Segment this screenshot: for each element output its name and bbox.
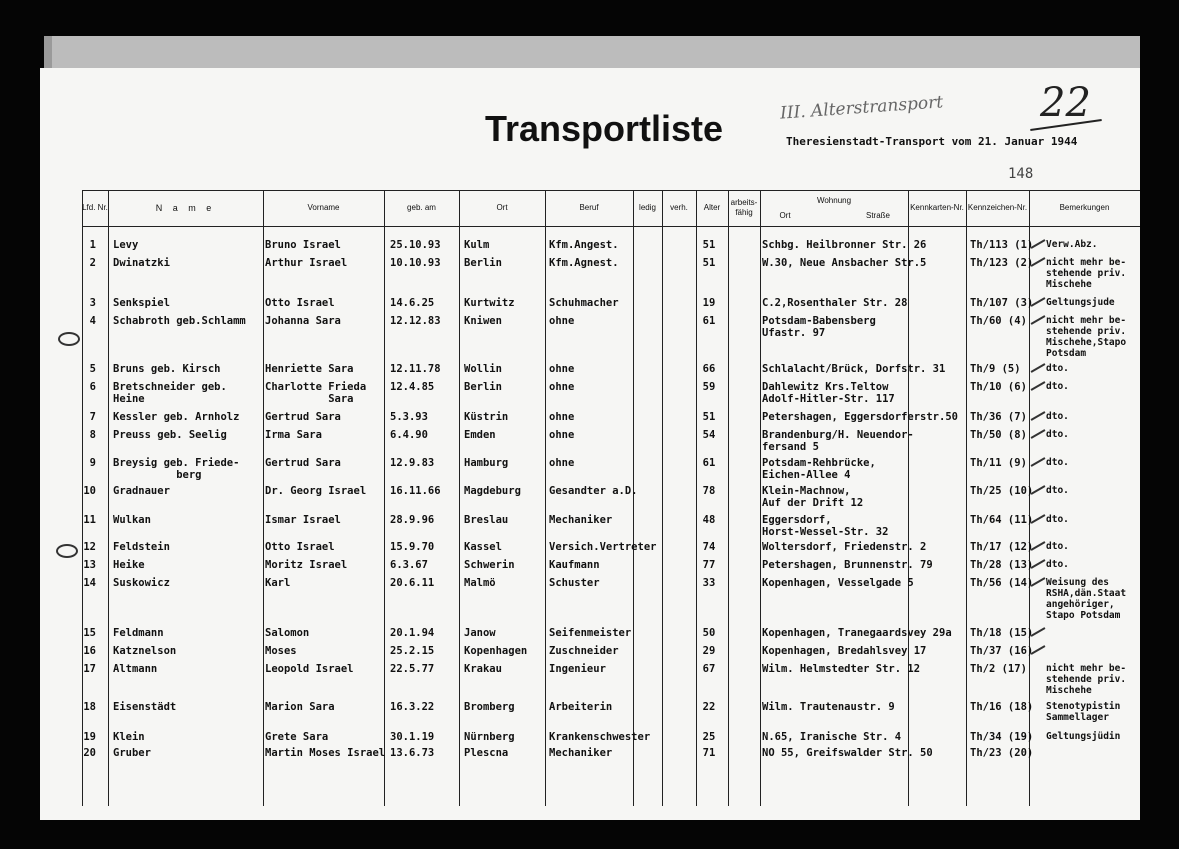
cell-wohnung: Eggersdorf, Horst-Wessel-Str. 32 xyxy=(762,514,889,538)
cell-lfd-nr: 6 xyxy=(89,381,96,393)
cell-name: Feldstein xyxy=(113,541,170,553)
cell-kennzeichen: Th/28 (13) xyxy=(970,559,1034,571)
cell-lfd-nr: 8 xyxy=(89,429,96,441)
cell-alter: 66 xyxy=(702,363,716,375)
cell-alter: 59 xyxy=(702,381,716,393)
cell-name: Preuss geb. Seelig xyxy=(113,429,227,441)
cell-wohnung: C.2,Rosenthaler Str. 28 xyxy=(762,297,908,309)
col-rule xyxy=(384,190,385,806)
cell-beruf: Ingenieur xyxy=(549,663,606,675)
cell-kennzeichen: Th/23 (20) xyxy=(970,747,1034,759)
col-rule xyxy=(662,190,663,806)
header-wohnung-ort: Ort xyxy=(779,211,791,221)
cell-beruf: Krankenschwester xyxy=(549,731,651,743)
header-kennzeichen-nr: Kennzeichen-Nr. xyxy=(967,203,1028,213)
cell-geb-am: 6.3.67 xyxy=(390,559,428,571)
cell-bemerkungen: nicht mehr be- stehende priv. Mischehe,Stapo Potsdam xyxy=(1046,315,1127,359)
col-rule xyxy=(760,190,761,806)
cell-vorname: Karl xyxy=(265,577,291,589)
cell-wohnung: Klein-Machnow, Auf der Drift 12 xyxy=(762,485,864,509)
cell-bemerkungen: dto. xyxy=(1046,429,1069,440)
cell-ort: Berlin xyxy=(464,257,502,269)
col-rule xyxy=(545,190,546,806)
cell-wohnung: Schbg. Heilbronner Str. 26 xyxy=(762,239,927,251)
cell-lfd-nr: 15 xyxy=(83,627,96,639)
cell-kennzeichen: Th/2 (17) xyxy=(970,663,1027,675)
cell-ort: Kulm xyxy=(464,239,490,251)
cell-alter: 50 xyxy=(702,627,716,639)
cell-lfd-nr: 20 xyxy=(83,747,96,759)
cell-wohnung: Wilm. Trautenaustr. 9 xyxy=(762,701,895,713)
cell-bemerkungen: Stenotypistin Sammellager xyxy=(1046,701,1121,723)
cell-lfd-nr: 16 xyxy=(83,645,96,657)
cell-wohnung: Wilm. Helmstedter Str. 12 xyxy=(762,663,921,675)
cell-vorname: Charlotte Frieda Sara xyxy=(265,381,367,405)
cell-name: Feldmann xyxy=(113,627,164,639)
cell-kennzeichen: Th/64 (11) xyxy=(970,514,1034,526)
cell-lfd-nr: 7 xyxy=(89,411,96,423)
cell-ort: Schwerin xyxy=(464,559,515,571)
col-rule xyxy=(263,190,264,806)
cell-name: Wulkan xyxy=(113,514,151,526)
cell-wohnung: Schlalacht/Brück, Dorfstr. 31 xyxy=(762,363,946,375)
header-alter: Alter xyxy=(703,203,721,213)
cell-name: Klein xyxy=(113,731,145,743)
cell-wohnung: Potsdam-Rehbrücke, Eichen-Allee 4 xyxy=(762,457,876,481)
header-verh: verh. xyxy=(670,203,688,213)
cell-ort: Kopenhagen xyxy=(464,645,528,657)
cell-lfd-nr: 12 xyxy=(83,541,96,553)
cell-bemerkungen: dto. xyxy=(1046,559,1069,570)
cell-name: Eisenstädt xyxy=(113,701,177,713)
cell-bemerkungen: dto. xyxy=(1046,411,1069,422)
cell-bemerkungen: dto. xyxy=(1046,485,1069,496)
cell-bemerkungen: dto. xyxy=(1046,514,1069,525)
document-title: Transportliste xyxy=(485,108,724,149)
col-rule xyxy=(966,190,967,806)
col-rule xyxy=(1029,190,1030,806)
cell-alter: 51 xyxy=(702,411,716,423)
col-rule xyxy=(459,190,460,806)
cell-geb-am: 16.3.22 xyxy=(390,701,435,713)
header-name: N a m e xyxy=(155,202,216,213)
cell-wohnung: NO 55, Greifswalder Str. 50 xyxy=(762,747,933,759)
cell-name: Bruns geb. Kirsch xyxy=(113,363,221,375)
cell-bemerkungen: dto. xyxy=(1046,541,1069,552)
cell-vorname: Bruno Israel xyxy=(265,239,341,251)
cell-beruf: Gesandter a.D. xyxy=(549,485,638,497)
cell-ort: Küstrin xyxy=(464,411,509,423)
header-wohnung-strasse: Straße xyxy=(865,211,890,221)
header-arbeitsfaehig: arbeits-fähig xyxy=(730,198,758,217)
cell-lfd-nr: 17 xyxy=(83,663,96,675)
punch-hole-mark xyxy=(58,332,80,346)
cell-kennzeichen: Th/60 (4) xyxy=(970,315,1027,327)
cell-alter: 61 xyxy=(702,457,716,469)
cell-ort: Breslau xyxy=(464,514,509,526)
cell-geb-am: 12.12.83 xyxy=(390,315,441,327)
cell-lfd-nr: 2 xyxy=(89,257,96,269)
handwritten-note: III. Alterstransport xyxy=(779,92,944,124)
header-kennkarten-nr: Kennkarten-Nr. xyxy=(910,203,964,213)
cell-wohnung: Dahlewitz Krs.Teltow Adolf-Hitler-Str. 117 xyxy=(762,381,895,405)
table-header-rule xyxy=(82,226,1140,227)
cell-vorname: Henriette Sara xyxy=(265,363,354,375)
cell-vorname: Gertrud Sara xyxy=(265,411,341,423)
cell-name: Schabroth geb.Schlamm xyxy=(113,315,246,327)
cell-beruf: Kaufmann xyxy=(549,559,600,571)
cell-kennzeichen: Th/34 (19) xyxy=(970,731,1034,743)
col-rule xyxy=(728,190,729,806)
cell-bemerkungen: nicht mehr be- stehende priv. Mischehe xyxy=(1046,663,1127,696)
cell-ort: Emden xyxy=(464,429,496,441)
cell-geb-am: 13.6.73 xyxy=(390,747,435,759)
cell-beruf: Versich.Vertreter xyxy=(549,541,657,553)
cell-vorname: Otto Israel xyxy=(265,297,335,309)
cell-wohnung: Petershagen, Brunnenstr. 79 xyxy=(762,559,933,571)
cell-wohnung: W.30, Neue Ansbacher Str.5 xyxy=(762,257,927,269)
cell-lfd-nr: 3 xyxy=(89,297,96,309)
cell-ort: Bromberg xyxy=(464,701,515,713)
cell-bemerkungen: Weisung des RSHA,dän.Staat angehöriger, Stapo Potsdam xyxy=(1046,577,1127,621)
cell-kennzeichen: Th/123 (2) xyxy=(970,257,1034,269)
col-rule xyxy=(696,190,697,806)
cell-alter: 51 xyxy=(702,239,716,251)
cell-name: Breysig geb. Friede- berg xyxy=(113,457,240,481)
cell-beruf: ohne xyxy=(549,381,575,393)
cell-kennzeichen: Th/25 (10) xyxy=(970,485,1034,497)
cell-alter: 78 xyxy=(702,485,716,497)
cell-beruf: ohne xyxy=(549,457,575,469)
cell-beruf: Mechaniker xyxy=(549,514,613,526)
cell-geb-am: 25.2.15 xyxy=(390,645,435,657)
col-rule xyxy=(633,190,634,806)
cell-vorname: Moses xyxy=(265,645,297,657)
cell-kennzeichen: Th/113 (1) xyxy=(970,239,1034,251)
cell-vorname: Martin Moses Israel xyxy=(265,747,386,759)
cell-lfd-nr: 1 xyxy=(89,239,96,251)
cell-kennzeichen: Th/56 (14) xyxy=(970,577,1034,589)
cell-alter: 54 xyxy=(702,429,716,441)
cell-name: Gradnauer xyxy=(113,485,170,497)
cell-wohnung: Kopenhagen, Bredahlsvey 17 xyxy=(762,645,927,657)
cell-name: Senkspiel xyxy=(113,297,170,309)
cell-name: Altmann xyxy=(113,663,158,675)
cell-kennzeichen: Th/9 (5) xyxy=(970,363,1021,375)
cell-name: Bretschneider geb. Heine xyxy=(113,381,227,405)
cell-kennzeichen: Th/17 (12) xyxy=(970,541,1034,553)
cell-vorname: Leopold Israel xyxy=(265,663,354,675)
cell-geb-am: 16.11.66 xyxy=(390,485,441,497)
cell-kennzeichen: Th/107 (3) xyxy=(970,297,1034,309)
cell-alter: 61 xyxy=(702,315,716,327)
cell-vorname: Gertrud Sara xyxy=(265,457,341,469)
cell-beruf: Kfm.Angest. xyxy=(549,239,619,251)
cell-geb-am: 28.9.96 xyxy=(390,514,435,526)
cell-name: Kessler geb. Arnholz xyxy=(113,411,240,423)
cell-alter: 19 xyxy=(702,297,716,309)
cell-alter: 74 xyxy=(702,541,716,553)
cell-beruf: Seifenmeister xyxy=(549,627,632,639)
cell-bemerkungen: Verw.Abz. xyxy=(1046,239,1098,250)
cell-alter: 48 xyxy=(702,514,716,526)
cell-bemerkungen: dto. xyxy=(1046,381,1069,392)
cell-kennzeichen: Th/50 (8) xyxy=(970,429,1027,441)
cell-lfd-nr: 11 xyxy=(83,514,96,526)
cell-ort: Kassel xyxy=(464,541,502,553)
cell-bemerkungen: dto. xyxy=(1046,457,1069,468)
cell-geb-am: 12.4.85 xyxy=(390,381,435,393)
cell-bemerkungen: dto. xyxy=(1046,363,1069,374)
cell-ort: Wollin xyxy=(464,363,502,375)
cell-bemerkungen: nicht mehr be- stehende priv. Mischehe xyxy=(1046,257,1127,290)
cell-geb-am: 5.3.93 xyxy=(390,411,428,423)
cell-lfd-nr: 19 xyxy=(83,731,96,743)
header-bemerkungen: Bemerkungen xyxy=(1059,203,1110,213)
cell-vorname: Dr. Georg Israel xyxy=(265,485,367,497)
cell-lfd-nr: 4 xyxy=(89,315,96,327)
cell-beruf: Kfm.Agnest. xyxy=(549,257,619,269)
cell-alter: 33 xyxy=(702,577,716,589)
cell-wohnung: Kopenhagen, Vesselgade 5 xyxy=(762,577,914,589)
cell-ort: Malmö xyxy=(464,577,496,589)
cell-alter: 51 xyxy=(702,257,716,269)
handwritten-number: 22 xyxy=(1040,80,1091,126)
cell-vorname: Irma Sara xyxy=(265,429,322,441)
cell-alter: 29 xyxy=(702,645,716,657)
header-ort: Ort xyxy=(496,203,508,213)
cell-vorname: Arthur Israel xyxy=(265,257,348,269)
cell-bemerkungen: Geltungsjude xyxy=(1046,297,1115,308)
cell-beruf: ohne xyxy=(549,315,575,327)
page-number: 148 xyxy=(1008,166,1034,182)
cell-lfd-nr: 14 xyxy=(83,577,96,589)
cell-beruf: Schuhmacher xyxy=(549,297,619,309)
cell-bemerkungen: Geltungsjüdin xyxy=(1046,731,1121,742)
cell-wohnung: Brandenburg/H. Neuendor- fersand 5 xyxy=(762,429,914,453)
cell-kennzeichen: Th/11 (9) xyxy=(970,457,1027,469)
header-beruf: Beruf xyxy=(579,203,599,213)
cell-name: Dwinatzki xyxy=(113,257,170,269)
cell-name: Heike xyxy=(113,559,145,571)
cell-beruf: Arbeiterin xyxy=(549,701,613,713)
cell-ort: Plescna xyxy=(464,747,509,759)
cell-name: Levy xyxy=(113,239,139,251)
transport-subtitle: Theresienstadt-Transport vom 21. Januar 1944 xyxy=(786,135,1078,148)
cell-vorname: Salomon xyxy=(265,627,310,639)
cell-beruf: Schuster xyxy=(549,577,600,589)
cell-ort: Magdeburg xyxy=(464,485,521,497)
header-ledig: ledig xyxy=(639,203,656,213)
cell-beruf: ohne xyxy=(549,411,575,423)
cell-wohnung: N.65, Iranische Str. 4 xyxy=(762,731,902,743)
cell-ort: Krakau xyxy=(464,663,502,675)
cell-geb-am: 15.9.70 xyxy=(390,541,435,553)
cell-ort: Kniwen xyxy=(464,315,502,327)
cell-geb-am: 10.10.93 xyxy=(390,257,441,269)
cell-geb-am: 20.6.11 xyxy=(390,577,435,589)
cell-alter: 77 xyxy=(702,559,716,571)
cell-kennzeichen: Th/16 (18) xyxy=(970,701,1034,713)
cell-beruf: Mechaniker xyxy=(549,747,613,759)
header-geb-am: geb. am xyxy=(407,203,436,213)
cell-vorname: Otto Israel xyxy=(265,541,335,553)
cell-ort: Nürnberg xyxy=(464,731,515,743)
cell-vorname: Grete Sara xyxy=(265,731,329,743)
col-rule xyxy=(82,190,83,806)
cell-geb-am: 14.6.25 xyxy=(390,297,435,309)
cell-geb-am: 25.10.93 xyxy=(390,239,441,251)
cell-geb-am: 12.9.83 xyxy=(390,457,435,469)
cell-ort: Hamburg xyxy=(464,457,509,469)
cell-beruf: Zuschneider xyxy=(549,645,619,657)
header-vorname: Vorname xyxy=(307,203,340,213)
cell-kennzeichen: Th/18 (15) xyxy=(970,627,1034,639)
header-wohnung: Wohnung xyxy=(816,196,852,205)
cell-name: Suskowicz xyxy=(113,577,170,589)
col-rule xyxy=(108,190,109,806)
cell-alter: 67 xyxy=(702,663,716,675)
cell-geb-am: 22.5.77 xyxy=(390,663,435,675)
cell-lfd-nr: 10 xyxy=(83,485,96,497)
cell-name: Gruber xyxy=(113,747,151,759)
cell-geb-am: 6.4.90 xyxy=(390,429,428,441)
cell-name: Katznelson xyxy=(113,645,177,657)
cell-geb-am: 12.11.78 xyxy=(390,363,441,375)
cell-ort: Kurtwitz xyxy=(464,297,515,309)
cell-alter: 71 xyxy=(702,747,716,759)
cell-kennzeichen: Th/36 (7) xyxy=(970,411,1027,423)
cell-ort: Janow xyxy=(464,627,496,639)
cell-kennzeichen: Th/10 (6) xyxy=(970,381,1027,393)
cell-beruf: ohne xyxy=(549,429,575,441)
cell-kennzeichen: Th/37 (16) xyxy=(970,645,1034,657)
cell-vorname: Ismar Israel xyxy=(265,514,341,526)
cell-vorname: Marion Sara xyxy=(265,701,335,713)
cell-lfd-nr: 18 xyxy=(83,701,96,713)
cell-lfd-nr: 5 xyxy=(89,363,96,375)
cell-geb-am: 30.1.19 xyxy=(390,731,435,743)
cell-wohnung: Woltersdorf, Friedenstr. 2 xyxy=(762,541,927,553)
cell-lfd-nr: 13 xyxy=(83,559,96,571)
cell-vorname: Moritz Israel xyxy=(265,559,348,571)
header-lfd-nr: Lfd. Nr. xyxy=(82,203,108,213)
cell-alter: 25 xyxy=(702,731,716,743)
cell-beruf: ohne xyxy=(549,363,575,375)
cell-wohnung: Kopenhagen, Tranegaardsvey 29a xyxy=(762,627,952,639)
cell-wohnung: Petershagen, Eggersdorferstr.50 xyxy=(762,411,958,423)
cell-geb-am: 20.1.94 xyxy=(390,627,435,639)
cell-wohnung: Potsdam-Babensberg Ufastr. 97 xyxy=(762,315,876,339)
cell-vorname: Johanna Sara xyxy=(265,315,341,327)
film-frame-top xyxy=(50,36,1140,70)
cell-ort: Berlin xyxy=(464,381,502,393)
col-rule xyxy=(908,190,909,806)
cell-lfd-nr: 9 xyxy=(89,457,96,469)
cell-alter: 22 xyxy=(702,701,716,713)
